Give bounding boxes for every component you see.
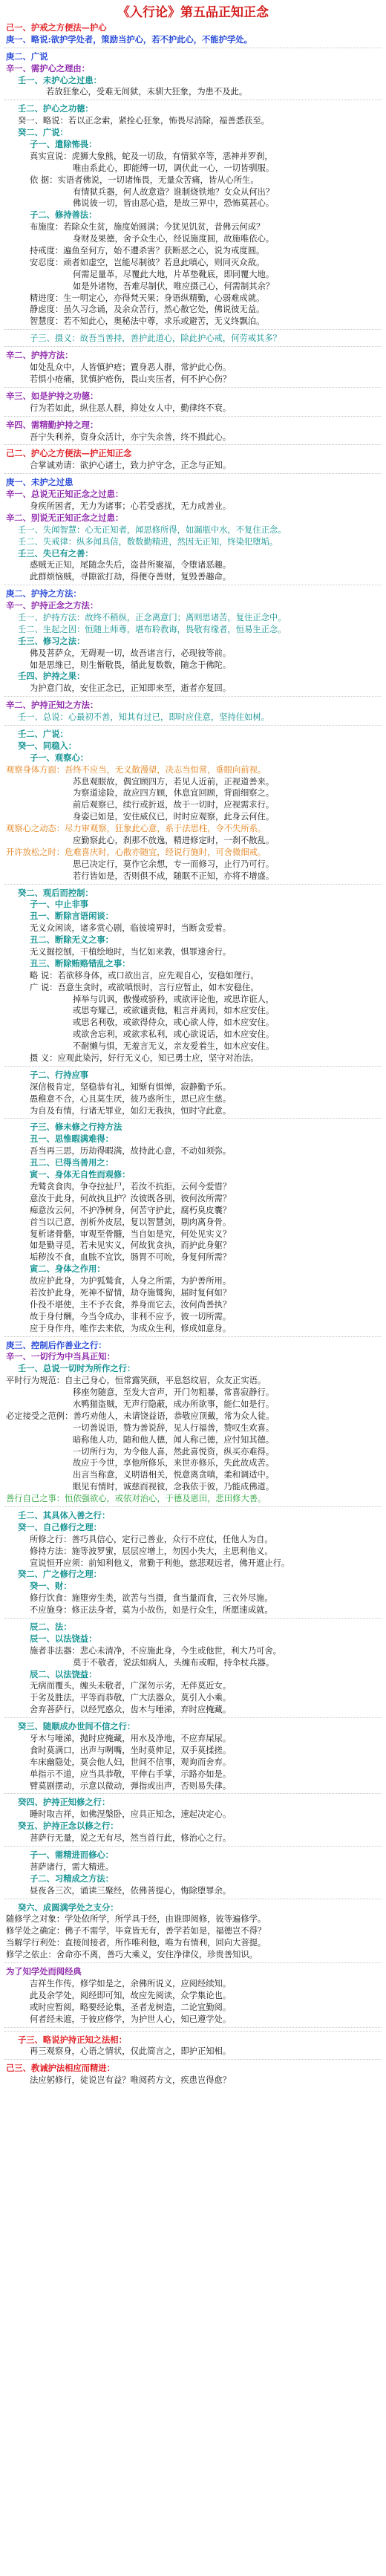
verse-line: 思已决定行，莫作它余想，专一而修习，止行乃可行。	[73, 859, 275, 869]
outline-heading: 庚三、控制后作善业之行：	[6, 1339, 107, 1350]
outline-heading: 子二、行持应事	[30, 1069, 89, 1080]
verse-line: 佛及菩萨众，无碍观一切，故吾诸言行，必现彼等前。	[30, 648, 232, 658]
outline-heading: 辰二、以法饶益：	[30, 1668, 97, 1679]
outline-heading: 子一、遣除怖畏：	[30, 139, 97, 150]
verse-line: 布施度：若除众生贫，施度始圆满；今犹见饥贫，昔佛云何成？	[30, 222, 265, 232]
verse-line: 广 说：吾意生贪时，或欲嗔恨时，言行应暂止，如木安稳住。	[30, 982, 259, 992]
outline-heading: 辛一、总说无正知正念之过患：	[6, 489, 124, 500]
outline-heading: 丑一、思惟暇满难得：	[30, 1133, 114, 1145]
outline-heading: 辛二、护持正知之方法：	[6, 700, 99, 711]
verse-line: 善行自己之事：恒依强欲心，或依对治心，于德及恩田，悲田修大善。	[6, 1494, 266, 1504]
verse-line: 此群烦恼贼，寻隙欲打劫，得便夺善财，复毁善趣命。	[30, 572, 232, 582]
verse-line: 行为若如此，纵住恶人群，抑处女人中，勤律终不衰。	[30, 403, 232, 413]
verse-line: 智慧度：若不知此心，奥秘法中尊，求乐或避苦，无义终飘泊。	[30, 316, 265, 327]
outline-heading: 子二、习精成之方法：	[30, 1873, 114, 1884]
verse-line: 无义众闲谈，诸多赏心剧，临彼境界时，当断贪爱着。	[30, 923, 232, 934]
verse-line: 意汝于此身，何故执且护？汝彼既各别，彼何汝所需？	[30, 1193, 232, 1203]
outline-heading: 庚二、护持之方法：	[6, 588, 82, 599]
section-divider	[4, 1618, 382, 1619]
verse-line: 莫于不敬者，说法如病人，头缠布或帽，持伞杖兵器。	[73, 1657, 275, 1668]
verse-line: 菩萨诸行，需大精进。	[30, 1861, 114, 1872]
verse-line: 壬一、失闻智慧：心无正知者，闻思修所得，如漏瓶中水，不复住正念。	[18, 524, 287, 535]
verse-line: 当解学行利处：直接间接者，所作唯利他，唯为有情利，回向大菩提。	[6, 1938, 266, 1948]
verse-line: 吾当再三思，历劫得暇满，故持此心意，不动如须弥。	[30, 1146, 232, 1157]
outline-heading: 子一、观察心：	[30, 752, 89, 763]
verse-line: 子三、摄义：故吾当善持，善护此道心，除此护心戒，何劳戒其多？	[30, 334, 281, 344]
verse-line: 应于身作舟，唯作去来依，为成众生利，修成如意身。	[30, 1323, 232, 1333]
outline-heading: 子一、需精进而修心：	[30, 1850, 114, 1861]
verse-line: 或欲舍忘利，或欲求私利，或心欲说话，如木应安住。	[73, 1030, 275, 1040]
section-divider	[4, 444, 382, 446]
verse-line: 依 据：实语者佛说，一切诸怖畏，无量众苦痛，皆从心所生。	[30, 175, 259, 185]
verse-line: 故于身付酬，今当令成办，非利不应予，彼一切所需。	[30, 1311, 232, 1321]
verse-line: 车床幽隐处，莫会他人妇，世间不信事，观询而舍弃。	[30, 1757, 232, 1767]
outline-heading: 子二、修持善法：	[30, 209, 97, 221]
section-divider	[4, 1962, 382, 1964]
section-divider	[4, 2031, 382, 2032]
verse-line: 故应护此身，为护狐鹫食，人身之所需，为护善所用。	[30, 1276, 232, 1287]
verse-line: 合掌诚劝请：欲护心诸士，致力护守念，正念与正知。	[30, 461, 232, 471]
verse-line: 不应施身：修正法身者，莫为小故伤，如是行众生，所愿速成就。	[30, 1605, 273, 1616]
outline-heading: 癸一、财：	[30, 1581, 72, 1592]
verse-line: 法应躬修行，徒说岂有益？唯阅药方文，疾患岂得愈？	[30, 2075, 232, 2086]
section-divider	[4, 1506, 382, 1508]
section-divider	[4, 346, 382, 348]
outline-heading: 子三、修未修之行持方法	[30, 1122, 122, 1133]
verse-line: 首当以己意，剖析外皮层，复以智慧剑，剔肉离身骨。	[30, 1217, 232, 1227]
section-divider	[4, 1717, 382, 1719]
outline-heading: 丑三、断除贿赂错乱之事：	[30, 957, 131, 969]
section-divider	[4, 329, 382, 331]
outline-heading: 庚二、广说	[6, 51, 48, 62]
page-title: 《入行论》第五品正知正念	[117, 5, 269, 20]
verse-line: 无义掘挖刨，干植绘地时，当忆如来教，惧罪速舍行。	[30, 947, 232, 957]
outline-heading: 癸六、成圆满学处之支分：	[18, 1902, 119, 1913]
outline-heading: 癸二、广说：	[18, 127, 68, 138]
verse-line: 修学处之确定：佛子不需学，毕竟皆无有，善学若如是，福德岂不得？	[6, 1926, 266, 1936]
verse-line: 不耐懒与惧，无羞言无义，亲友爱着生，如木应安住。	[73, 1041, 275, 1052]
section-divider	[4, 100, 382, 101]
verse-line: 随修学之对象：学处依所学，所学具于经，由谁即阅修，彼等遍修学。	[6, 1914, 266, 1925]
verse-line: 平时行为规范：自主己身心，恒常露笑颜，平息怒纹眉，众友正实语。	[6, 1376, 266, 1386]
verse-line: 于劣及胜法，平等而恭敬，广大法器众，莫引入小乘。	[30, 1693, 232, 1703]
outline-heading: 癸四、护持正知修之行：	[18, 1797, 111, 1808]
verse-line: 前后观察已，续行或折返，故于一切时，应视需求行。	[73, 800, 275, 810]
outline-heading: 己一、护戒之方便法—护心	[6, 22, 107, 33]
verse-line: 壬一、总说：心最初不善，知其有过已，即时应住意，坚持住如树。	[18, 712, 269, 723]
verse-line: 惑贼无正知，尾随念失后，盗昔所聚福，令堕诸恶趣。	[30, 560, 232, 570]
verse-line: 故应于今世，享他所修乐，来世亦修乐，失此故成苦。	[73, 1458, 275, 1468]
verse-line: 身姿已如是，安住威仪已，时时应观察，此身云何住。	[73, 812, 275, 822]
outline-heading: 庚一、略说:欲护学处者，策励当护心，若不护此心，不能护学处。	[6, 33, 252, 45]
section-divider	[4, 48, 382, 49]
verse-line: 或时应暂阅，略要经论集，圣者龙树造，二论宜勤阅。	[30, 2002, 232, 2012]
verse-line: 真实宣说：虎狮大象熊，蛇及一切敌，有情狱卒等，恶神并罗刹，	[30, 151, 273, 161]
section-divider	[4, 725, 382, 726]
verse-line: 若汝护此身，死神不留情，劫夺施鹫狗，届时复何如？	[30, 1287, 232, 1298]
verse-line: 何者经未遮，于彼应修学，为护世人心，知已遵学处。	[30, 2014, 232, 2024]
verse-line: 摄 义：应观此染污，好行无义心，知已勇士应，坚守对治法。	[30, 1053, 259, 1064]
verse-line: 此及余学处，阅经即可知，故应先阅读，众学集论也。	[30, 1990, 232, 2000]
verse-line: 开许放松之时：危难喜庆时，心散亦随宜，经说行施时，可舍微细戒。	[6, 847, 266, 857]
outline-heading: 壬一、未护心之过患：	[18, 74, 102, 85]
outline-heading: 辛一、护持正念之方法：	[6, 600, 99, 611]
verse-line: 壬一、护持方法：故终不稍纵，正念离意门；离则思诸苦，复住正念中。	[18, 612, 287, 622]
verse-line: 菩萨行无量，说之无有尽，然当首行此，修治心之行。	[30, 1833, 232, 1844]
verse-line: 修持方法：施等波罗蜜，层层应增上，勿因小失大，主思利他义。	[30, 1546, 273, 1556]
outline-heading: 癸三、随顺成办世间不信之行：	[18, 1721, 136, 1732]
section-divider	[4, 1336, 382, 1338]
outline-heading: 癸五、护持正念以修之行：	[18, 1821, 119, 1832]
verse-line: 何需足量革，尽覆此大地，片革垫靴底，即同覆大地。	[73, 269, 275, 279]
verse-line: 宣说恒开应须：前知利他义，常勤于利他，慈悲观远者，佛开遮止行。	[30, 1558, 290, 1568]
verse-line: 略 说：若欲移身体，或口欲出言，应先观自心，安稳如理行。	[30, 970, 259, 980]
verse-line: 臂莫剧摆动，示意以微动，弹指或出声，否则易失律。	[30, 1780, 232, 1791]
outline-content	[4, 22, 382, 2087]
verse-line: 为自及有情，行诸无罪业，如幻无我执，恒时守此意。	[30, 1105, 232, 1116]
verse-line: 有情狱兵器，何人故意造？谁制烧铁地？女众从何出？	[73, 186, 275, 197]
outline-heading: 寅一、身体无自性而观修：	[30, 1169, 131, 1180]
outline-heading: 辛一、一切行为中当具正知：	[6, 1351, 115, 1362]
verse-line: 出言当称意，义明语相关，悦意离贪嗔，柔和调适中。	[73, 1470, 275, 1480]
outline-heading: 辛一、需护心之理由：	[6, 62, 90, 74]
verse-line: 唯由系此心，即能缚一切，调伏此一心，一切皆驯服。	[73, 163, 275, 173]
section-divider	[4, 2059, 382, 2061]
outline-heading: 子一、中止非事	[30, 899, 89, 910]
verse-line: 持戒度：遍鱼至何方，始不遭杀害？获断恶之心，说为戒度圆。	[30, 246, 265, 256]
outline-heading: 寅二、身体之作用：	[30, 1263, 105, 1275]
verse-line: 精进度：生一明定心，亦得梵天果；身语纵精勤，心弱难成就。	[30, 293, 265, 303]
verse-line: 佛说彼一切，皆由恶心造，是故三界中，恐怖莫甚心。	[73, 198, 275, 209]
outline-heading: 辰一、以法饶益：	[30, 1633, 97, 1644]
outline-heading: 己三、教诫护法相应而精进：	[6, 2063, 115, 2074]
outline-heading: 癸一、自己修行之理：	[18, 1521, 102, 1532]
verse-line: 复析诸骨骼，审观至骨髓，当自如是究，何处见实义？	[30, 1229, 232, 1239]
verse-line: 无病而覆头，缠头未敬者，广深勿示劣，无伴莫近女。	[30, 1681, 232, 1691]
verse-line: 癸一、略说：若以正念索，紧拴心狂象，怖畏尽消除，福善悉获至。	[18, 116, 269, 126]
verse-line: 如处乱众中，人皆慎护疮；置身恶人群，常护此心伤。	[30, 362, 232, 373]
outline-heading: 为了知学处而阅经典	[6, 1966, 82, 1977]
verse-line: 一切所行为，为令他人喜，然此喜悦资，纵买亦难得。	[73, 1446, 275, 1457]
verse-line: 一切善说语，赞为善说辞，见人行福善，赞叹生欢喜。	[73, 1422, 275, 1433]
verse-line: 观察身体方面：吾终不应当，无义散漫望，决志当恒常，垂眼向前视。	[6, 764, 266, 775]
verse-line: 修学之依止：舍命亦不离，善巧大乘义，安住净律仪，珍贵善知识。	[6, 1950, 258, 1960]
outline-heading: 癸一、同稳入：	[18, 740, 77, 751]
verse-line: 或思名利敬，或欲得侍众，或心欲人侍，如木应安住。	[73, 1018, 275, 1028]
outline-heading: 壬二、护心之功德：	[18, 103, 94, 114]
verse-line: 牙木与唾涕，抛时应掩藏，用水及净地，不应弃屎尿。	[30, 1734, 232, 1744]
verse-line: 壬二、失戒律：纵多闻具信，数数勤精进，然因无正知，终染犯堕垢。	[18, 536, 278, 547]
verse-line: 吾宁失利养，资身众活计，亦宁失余善，终不损此心。	[30, 432, 232, 442]
outline-heading: 壬四、护持之果：	[18, 671, 85, 682]
verse-line: 舍弃菩萨行，以经咒惑众，齿木与唾涕，弃时应掩藏。	[30, 1705, 232, 1715]
verse-line: 若行皆如是，否则俱不成，随眠不正知，亦将不增盛。	[73, 871, 275, 881]
verse-line: 移座勿随意，至发大音声，开门勿粗暴，常喜寂静行。	[73, 1388, 275, 1398]
verse-line: 食时莫满口，出声与咧嘴，坐时莫伸足，双手莫揉搓。	[30, 1745, 232, 1755]
verse-line: 身疾所困者，无力为诸事；心若受惑扰，无力成善业。	[30, 501, 232, 511]
section-divider	[4, 1793, 382, 1795]
verse-line: 垢秽汝不食，血脓不宜饮，肠胃不可吮，身复何所需？	[30, 1252, 232, 1263]
outline-heading: 壬一、总说一切时为所作之行：	[18, 1363, 136, 1374]
verse-line: 所修之行：善巧具信心，定行己善业，众行不应仗，任他人为自。	[30, 1534, 273, 1544]
section-divider	[4, 473, 382, 475]
verse-line: 如是勤寻觅，若未见实义，何故犹贪执，而护此身躯？	[30, 1240, 232, 1251]
verse-line: 再三观察身，心语之情状，仅此简言之，即护正知相。	[30, 2046, 232, 2057]
outline-heading: 癸二、广之修行之理：	[18, 1569, 102, 1580]
outline-heading: 壬三、修习之法：	[18, 635, 85, 646]
outline-heading: 丑二、已得当善用之：	[30, 1157, 114, 1168]
verse-line: 深信极肯定，坚稳恭有礼，知惭有惧惮，寂静勤予乐。	[30, 1082, 232, 1092]
verse-line: 或思夸耀己，或欲谴责他，粗言并离间，如木应安住。	[73, 1006, 275, 1016]
verse-line: 水鸭猫盗贼，无声行隐蔽，成办所欲事，能仁如是行。	[73, 1399, 275, 1409]
verse-line: 昼夜各三次，诵读三聚经，依佛菩提心，悔除堕罪余。	[30, 1885, 232, 1896]
verse-line: 掉举与讥讽，傲慢或骄矜，或欲评论他，或思诈诳人，	[73, 994, 275, 1004]
section-divider	[4, 884, 382, 885]
verse-line: 如是外诸物，吾难尽制伏，唯应摄己心，何需制其余？	[73, 281, 275, 291]
outline-heading: 辛二、护持方法：	[6, 350, 73, 361]
verse-line: 若放狂象心，受难无间狱，未驯大狂象，为患不及此。	[46, 87, 248, 97]
outline-heading: 壬二、广说：	[18, 728, 68, 739]
outline-heading: 壬三、失已有之善：	[18, 547, 94, 559]
verse-line: 必定接受之范例：善巧劝他人，未请饶益语，恭敬应顶戴，常为众人徒。	[6, 1411, 275, 1421]
outline-heading: 庚一、未护之过患	[6, 477, 73, 488]
verse-line: 吉祥生作传，修学如是之，余佛所说义，应阅经续知。	[30, 1978, 232, 1988]
verse-line: 睡时取吉祥，如佛涅槃卧，应具正知念，速起决定心。	[30, 1809, 232, 1820]
outline-heading: 己二、护心之方便法—护正知正念	[6, 448, 132, 459]
section-divider	[4, 1899, 382, 1900]
outline-heading: 辰二、法：	[30, 1622, 72, 1632]
verse-line: 修行饮食：施堕旁生类，欲苦与当摄，食当量而食，三衣外尽施。	[30, 1593, 273, 1604]
verse-line: 为察道途险，故应四方顾，休息宜回顾，背面细察之。	[73, 788, 275, 799]
verse-line: 静虑度：虽久习念诵，及余众苦行，然心散它处，佛说彼无益。	[30, 305, 265, 315]
verse-line: 愚稚意不合，心且莫生厌，彼乃惑所生，思已应生慈。	[30, 1093, 232, 1104]
outline-heading: 丑一、断除言语闲谈：	[30, 911, 114, 922]
verse-line: 眼见有情时，诚慈而视彼，念我依于彼，乃能成佛道。	[73, 1482, 275, 1492]
section-divider	[4, 1846, 382, 1847]
section-divider	[4, 696, 382, 697]
outline-heading: 辛四、需精勤护持之理：	[6, 419, 99, 430]
verse-line: 为护意门故，安住正念已，正知即来至，逝者亦复回。	[30, 683, 232, 694]
outline-heading: 辛三、如是护持之功德：	[6, 390, 99, 401]
section-divider	[4, 2027, 382, 2029]
verse-line: 观察心之动态：尽力审观察，狂象此心意，系于法思柱，令不失所系。	[6, 824, 266, 834]
section-divider	[4, 387, 382, 388]
section-divider	[4, 1066, 382, 1067]
outline-heading: 子三、略说护持正知之法相：	[18, 2034, 127, 2045]
verse-line: 身财及果德，舍予众生心，经说施度圆，故施唯依心。	[73, 234, 275, 244]
verse-line: 痴意汝云何，不护净树身，何苦守护此，腐朽臭皮囊？	[30, 1205, 232, 1215]
outline-heading: 壬二、其具体入善之行：	[18, 1509, 111, 1520]
verse-line: 暗称他人功，随和他人德，闻人称己德，应忖知其德。	[73, 1434, 275, 1445]
outline-heading: 辛二、别说无正知正念之过患：	[6, 512, 124, 523]
outline-heading: 癸二、观后而控制：	[18, 887, 94, 898]
verse-line: 施者非法器：悲心未清净，不应施此身，今生或他世，利大乃可舍。	[30, 1645, 281, 1656]
verse-line: 安忍度：顽者如虚空，岂能尽制彼？若息此嗔心，则同灭众敌。	[30, 257, 265, 267]
verse-line: 苏息观眼故，偶宜顾四方，若见人近前，正视道善来。	[73, 776, 275, 787]
section-divider	[4, 1118, 382, 1119]
verse-line: 壬二、生起之因：恒随上师尊，堪布聆教诲，畏敬有缘者，恒易生正念。	[18, 624, 287, 634]
verse-line: 若惧小疮痛，犹慎护疮伤，畏山夹压者，何不护心伤？	[30, 374, 232, 384]
section-divider	[4, 416, 382, 417]
verse-line: 应勤察此心，刹那不放逸，精进修定时，一刹不散乱。	[73, 836, 275, 845]
section-divider	[4, 585, 382, 586]
verse-line: 秃鹫贪食肉，争夺拉扯尸，若汝不抗拒，云何今爱惜？	[30, 1181, 232, 1191]
verse-line: 仆役不堪使，主不予衣食，养身而它去，汝何尚善执？	[30, 1299, 232, 1310]
outline-heading: 丑二、断除无义之事：	[30, 934, 114, 946]
verse-line: 如是思维已，则生惭敬畏，循此复数数，随念于佛陀。	[30, 660, 232, 670]
verse-line: 单指示不道，应当具恭敬，平伸右手掌，示路亦如是。	[30, 1769, 232, 1779]
